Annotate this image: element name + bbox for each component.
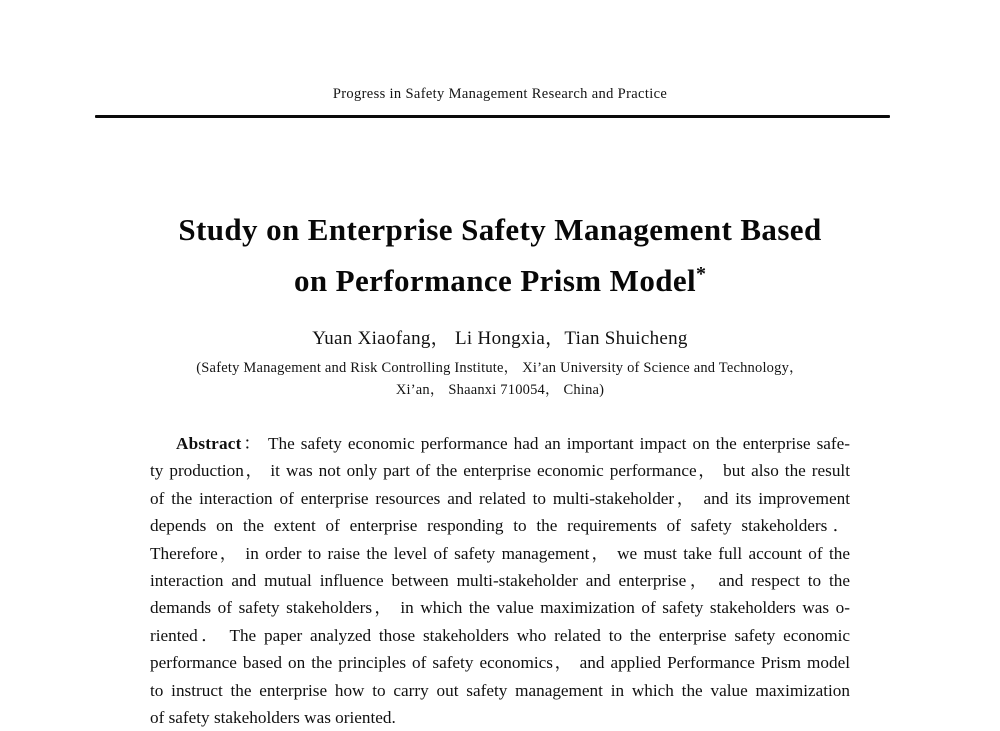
abstract-line-text: demands of safety stakeholders， in which the value maximization of safety stakeholders was o- [150, 598, 850, 618]
abstract-line-text: Therefore， in order to raise the level of safety management， we must take full account of the [150, 543, 850, 563]
abstract-line-text: performance based on the principles of safety economics， and applied Performance Prism model [150, 653, 850, 673]
affiliation-line-1: (Safety Management and Risk Controlling Institute， Xi’an University of Science and Technology， [196, 360, 804, 376]
abstract-label: Abstract [176, 434, 242, 453]
abstract-line [150, 430, 850, 457]
title-line-2 [0, 252, 1000, 303]
abstract-line-text: riented． The paper analyzed those stakeholders who related to the enterprise safety economic [150, 625, 850, 645]
running-header: Progress in Safety Management Research and Practice [332, 86, 668, 102]
title-line-1: Study on Enterprise Safety Management Based [178, 212, 822, 247]
header-divider-rule [95, 115, 890, 118]
abstract-line [150, 485, 850, 512]
abstract-line [150, 567, 850, 594]
abstract-line-text: to instruct the enterprise how to carry out safety management in which the value maximization [150, 680, 850, 700]
abstract-line-text: of the interaction of enterprise resources and related to multi-stakeholder， and its improvement [150, 488, 850, 508]
abstract-line [150, 594, 850, 621]
abstract-line [150, 512, 850, 539]
title-footnote-marker: * [696, 263, 707, 285]
abstract-block [150, 430, 850, 731]
abstract-line-text: The safety economic performance had an important impact on the enterprise safe- [268, 434, 850, 453]
title-line-2-text: on Performance Prism Model [293, 263, 697, 298]
abstract-line [150, 704, 850, 731]
paper-title [0, 208, 1000, 303]
abstract-line-text: interaction and mutual influence between multi-stakeholder and enterprise， and respect to the [150, 571, 850, 591]
affiliation-line-2: Xi’an， Shaanxi 710054， China) [395, 382, 605, 398]
author-names: Yuan Xiaofang， Li Hongxia，Tian Shuicheng [312, 328, 688, 349]
abstract-line [150, 622, 850, 649]
abstract-line-text: depends on the extent of enterprise responding to the requirements of safety stakeholders． [150, 516, 850, 536]
abstract-line [150, 649, 850, 676]
abstract-line [150, 540, 850, 567]
abstract-label-separator: ： [241, 434, 263, 453]
abstract-line [150, 677, 850, 704]
abstract-line [150, 457, 850, 484]
abstract-line-text: ty production， it was not only part of the enterprise economic performance， but also the result [150, 461, 850, 481]
abstract-line-text: of safety stakeholders was oriented. [150, 708, 396, 728]
